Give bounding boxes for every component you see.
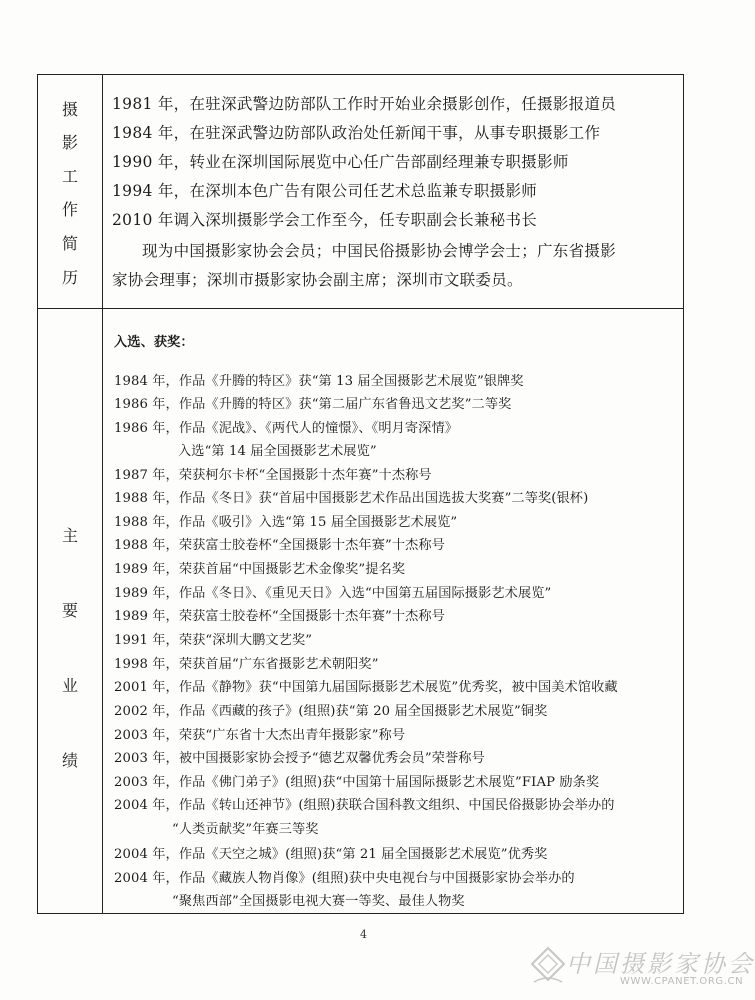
award-line: “聚焦西部”全国摄影电视大赛一等奖、最佳人物奖 [172,894,465,909]
award-line: 2004 年，作品《藏族人物肖像》(组照)获中央电视台与中国摄影家协会举办的 [114,871,575,886]
award-line: 1988 年，作品《吸引》入选“第 15 届全国摄影艺术展览” [114,515,458,530]
career-line: 1990 年，转业在深圳国际展览中心任广告部副经理兼专职摄影师 [112,153,569,171]
label-char: 要 [61,601,78,620]
row-divider [38,308,683,309]
award-line: 1989 年，荣获富士胶卷杯“全国摄影十杰年赛”十杰称号 [114,609,445,624]
award-line: 1988 年，作品《冬日》获“首届中国摄影艺术作品出国选拔大奖赛”二等奖(银杯) [114,491,589,506]
label-char: 影 [61,133,78,152]
award-line: 2001 年，作品《静物》获“中国第九届国际摄影艺术展览”优秀奖，被中国美术馆收藏 [114,680,618,695]
watermark-logo-icon [528,944,568,988]
award-line: 1987 年，荣获柯尔卡杯“全国摄影十杰年赛”十杰称号 [114,468,432,483]
label-char: 作 [61,200,78,219]
award-line: 1984 年，作品《升腾的特区》获“第 13 届全国摄影艺术展览”银牌奖 [114,374,524,389]
award-line: “人类贡献奖”年赛三等奖 [172,822,319,837]
label-char: 历 [61,268,78,287]
label-char: 摄 [61,100,78,119]
award-line: 1998 年，荣获首届“广东省摄影艺术朝阳奖” [114,657,379,672]
label-char: 业 [61,676,78,695]
award-line: 2003 年，荣获“广东省十大杰出青年摄影家”称号 [114,728,406,743]
award-line: 2004 年，作品《转山还神节》(组照)获联合国科教文组织、中国民俗摄影协会举办的 [114,798,615,813]
page-number: 4 [360,928,367,941]
column-divider [102,75,103,913]
award-line: 2003 年，作品《佛门弟子》(组照)获“中国第十届国际摄影艺术展览”FIAP 励条奖 [114,775,600,790]
membership-line: 现为中国摄影家协会会员；中国民俗摄影协会博学会士；广东省摄影 [142,242,617,260]
label-char: 简 [61,234,78,253]
awards-heading: 入选、获奖： [114,335,194,350]
membership-line: 家协会理事；深圳市摄影家协会副主席；深圳市文联委员。 [112,271,523,289]
award-line: 1986 年，作品《泥战》、《两代人的憧憬》、《明月寄深情》 [114,421,459,436]
watermark [528,940,755,996]
award-line: 1989 年，荣获首届“中国摄影艺术金像奖”提名奖 [114,562,406,577]
award-line: 1988 年，荣获富士胶卷杯“全国摄影十杰年赛”十杰称号 [114,538,445,553]
label-char: 工 [61,167,78,186]
award-line: 2004 年，作品《天空之城》(组照)获“第 21 届全国摄影艺术展览”优秀奖 [114,847,548,862]
career-line: 1984 年，在驻深武警边防部队政治处任新闻干事，从事专职摄影工作 [112,124,601,142]
award-line: 入选“第 14 届全国摄影艺术展览” [178,444,377,459]
watermark-url: WWW.CPANET.ORG.CN [620,976,744,987]
award-line: 1991 年，荣获“深圳大鹏文艺奖” [114,633,313,648]
label-char: 绩 [61,751,78,770]
career-line: 2010 年调入深圳摄影学会工作至今，任专职副会长兼秘书长 [112,211,538,229]
career-line: 1981 年，在驻深武警边防部队工作时开始业余摄影创作，任摄影报道员 [112,95,617,113]
resume-table [37,74,684,914]
watermark-text: 中国摄影家协会 [566,950,755,978]
award-line: 2002 年，作品《西藏的孩子》(组照)获“第 20 届全国摄影艺术展览”铜奖 [114,704,548,719]
award-line: 1989 年，作品《冬日》、《重见天日》入选“中国第五届国际摄影艺术展览” [114,586,552,601]
award-line: 1986 年，作品《升腾的特区》获“第二届广东省鲁迅文艺奖”二等奖 [114,397,512,412]
award-line: 2003 年，被中国摄影家协会授予“德艺双馨优秀会员”荣誉称号 [114,751,485,766]
career-line: 1994 年，在深圳本色广告有限公司任艺术总监兼专职摄影师 [112,182,538,200]
label-char: 主 [61,526,78,545]
